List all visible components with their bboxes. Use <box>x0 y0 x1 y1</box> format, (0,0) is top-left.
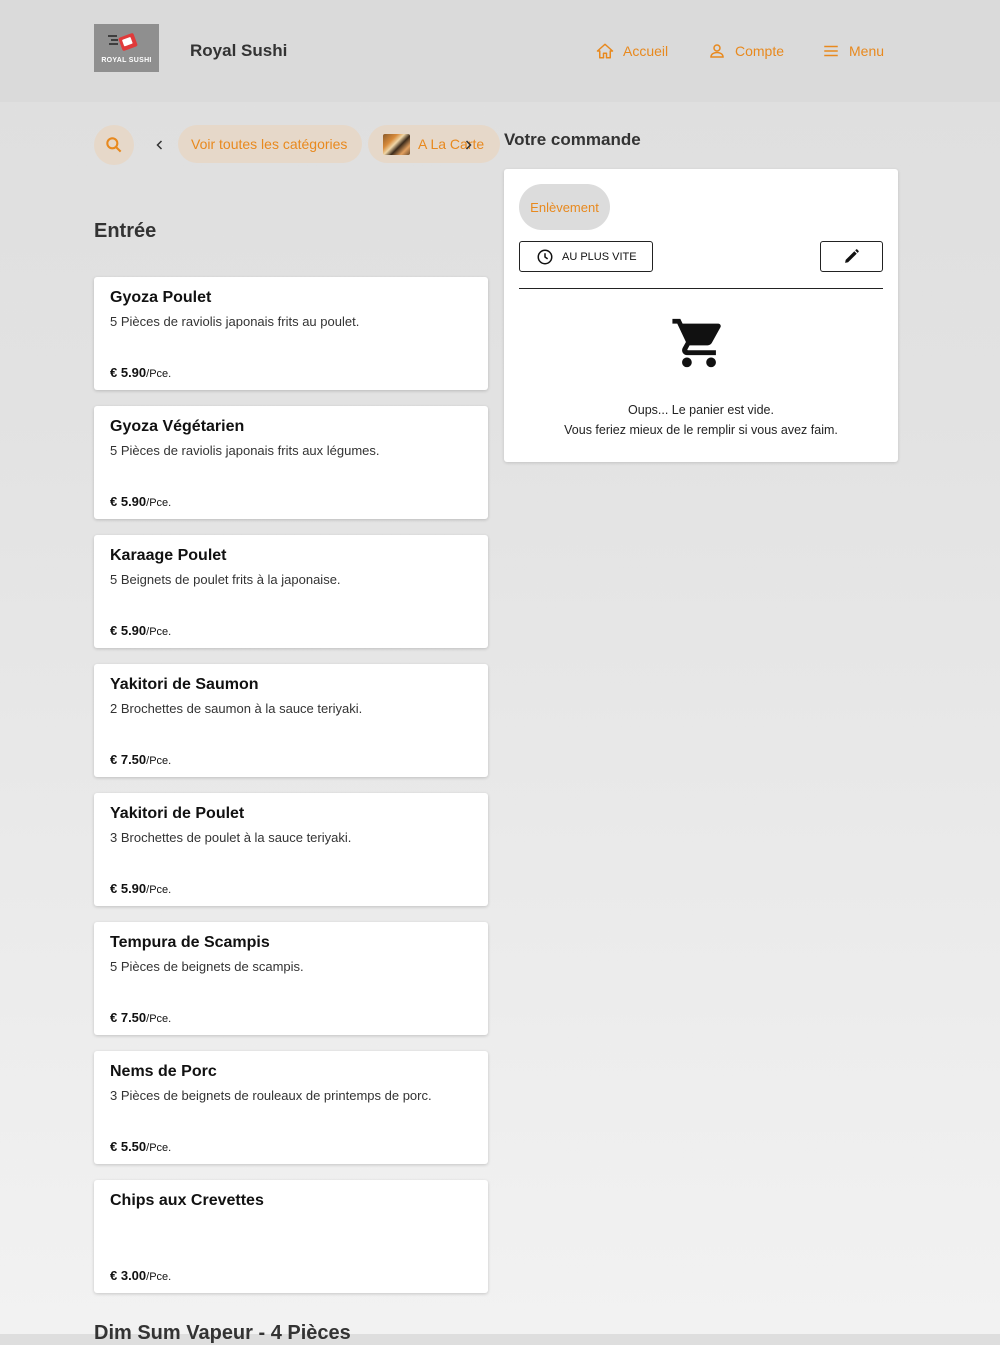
section-title: Entrée <box>94 220 157 242</box>
product-description: 5 Pièces de raviolis japonais frits au poulet. <box>110 314 360 329</box>
clock-icon <box>536 248 554 266</box>
pickup-time-label: AU PLUS VITE <box>562 250 637 263</box>
product-name: Gyoza Poulet <box>110 289 212 306</box>
empty-cart-message <box>504 400 898 440</box>
product-card[interactable] <box>94 535 488 648</box>
category-prev-button[interactable] <box>149 134 171 156</box>
product-price: € 5.90/Pce. <box>110 623 172 638</box>
brand-name: Royal Sushi <box>190 41 288 60</box>
product-description: 5 Pièces de beignets de scampis. <box>110 959 304 974</box>
empty-cart-line-2: Vous feriez mieux de le remplir si vous avez faim. <box>564 423 838 437</box>
nav-menu[interactable] <box>822 40 884 62</box>
category-thumbnail <box>383 134 410 155</box>
product-name: Karaage Poulet <box>110 547 227 564</box>
logo-text: ROYAL SUSHI <box>101 57 152 64</box>
product-price: € 5.90/Pce. <box>110 365 172 380</box>
chevron-left-icon <box>154 139 166 151</box>
product-card[interactable] <box>94 277 488 390</box>
product-card[interactable] <box>94 922 488 1035</box>
category-next-button[interactable] <box>457 134 479 156</box>
sushi-logo-icon <box>94 24 159 72</box>
app-header <box>0 0 1000 102</box>
next-section-title: Dim Sum Vapeur - 4 Pièces <box>94 1322 351 1344</box>
product-price: € 5.50/Pce. <box>110 1139 172 1154</box>
search-button[interactable] <box>94 125 134 165</box>
menu-icon <box>822 42 840 60</box>
pickup-mode-button[interactable]: Enlèvement <box>519 184 610 230</box>
category-chip-a-la-carte-label: A La Carte <box>418 136 485 152</box>
product-name: Yakitori de Poulet <box>110 805 245 822</box>
product-description: 3 Brochettes de poulet à la sauce teriyaki. <box>110 830 352 845</box>
product-card[interactable] <box>94 1180 488 1293</box>
product-price: € 3.00/Pce. <box>110 1268 172 1283</box>
empty-cart-line-1: Oups... Le panier est vide. <box>628 403 774 417</box>
product-name: Tempura de Scampis <box>110 934 270 951</box>
order-divider <box>519 288 883 289</box>
cart-icon <box>670 314 728 372</box>
product-price: € 7.50/Pce. <box>110 752 172 767</box>
product-name: Nems de Porc <box>110 1063 217 1080</box>
category-chip-all[interactable] <box>178 125 362 163</box>
order-title: Votre commande <box>504 130 641 149</box>
nav-account[interactable] <box>708 40 784 62</box>
product-description: 2 Brochettes de saumon à la sauce teriyaki. <box>110 701 363 716</box>
product-card[interactable] <box>94 1051 488 1164</box>
product-name: Gyoza Végétarien <box>110 418 245 435</box>
chevron-right-icon <box>462 139 474 151</box>
pickup-time-button[interactable] <box>519 241 653 272</box>
nav-home[interactable] <box>596 40 668 62</box>
category-chip-all-label: Voir toutes les catégories <box>191 136 348 152</box>
edit-button[interactable] <box>820 241 883 272</box>
nav-account-label: Compte <box>735 43 785 59</box>
product-description: 5 Pièces de raviolis japonais frits aux légumes. <box>110 443 380 458</box>
product-card[interactable] <box>94 406 488 519</box>
product-card[interactable] <box>94 664 488 777</box>
product-price: € 5.90/Pce. <box>110 494 172 509</box>
brand-logo[interactable] <box>94 24 159 72</box>
home-icon <box>596 42 614 60</box>
product-price: € 7.50/Pce. <box>110 1010 172 1025</box>
nav-menu-label: Menu <box>849 43 885 59</box>
user-icon <box>708 42 726 60</box>
product-description: 3 Pièces de beignets de rouleaux de printemps de porc. <box>110 1088 432 1103</box>
category-scroller <box>178 125 485 165</box>
order-panel <box>504 169 898 462</box>
search-icon <box>104 135 124 155</box>
nav-home-label: Accueil <box>623 43 669 59</box>
product-price: € 5.90/Pce. <box>110 881 172 896</box>
product-name: Chips aux Crevettes <box>110 1192 264 1209</box>
product-description: 5 Beignets de poulet frits à la japonaise. <box>110 572 341 587</box>
product-name: Yakitori de Saumon <box>110 676 259 693</box>
product-card[interactable] <box>94 793 488 906</box>
pencil-icon <box>843 248 860 265</box>
category-chip-a-la-carte[interactable] <box>368 125 500 163</box>
